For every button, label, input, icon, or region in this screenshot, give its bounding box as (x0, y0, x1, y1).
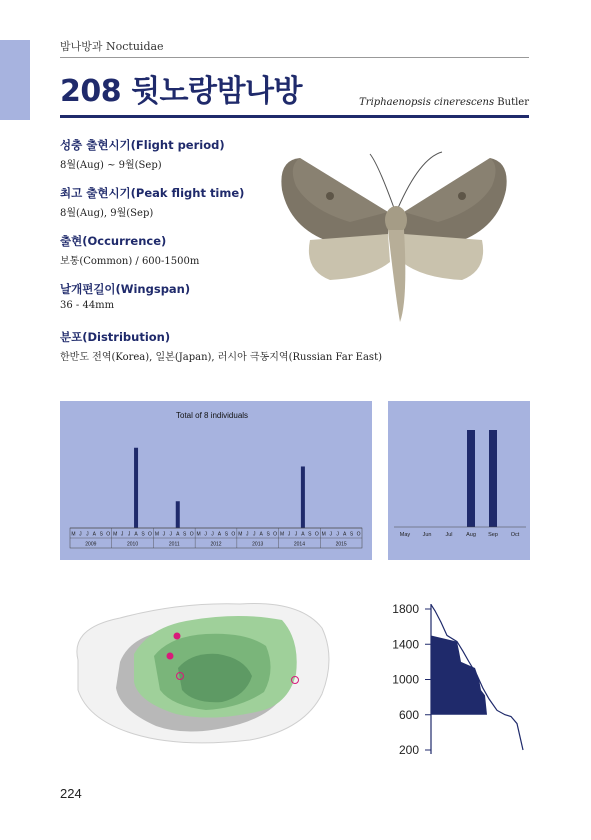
month-tick-label: O (189, 531, 194, 538)
month-tick-label: M (279, 531, 285, 538)
month-tick-label: A (134, 531, 138, 538)
header-rule (60, 57, 529, 58)
month-tick-label: Oct (510, 532, 520, 538)
year-tick-label: 2011 (168, 541, 180, 548)
chart-title: Total of 8 individuals (176, 411, 249, 420)
month-tick-label: M (196, 531, 201, 538)
year-tick-label: 2014 (293, 541, 305, 548)
scientific-author: Butler (497, 97, 529, 108)
chart-bar (489, 430, 497, 527)
month-tick-label: S (99, 531, 103, 538)
month-tick-label: O (231, 531, 236, 538)
month-tick-label: May (399, 532, 411, 538)
month-tick-label: J (120, 531, 124, 538)
altitude-tick-label: 1800 (392, 602, 419, 616)
month-tick-label: J (329, 531, 332, 538)
month-tick-label: Jul (445, 532, 453, 538)
page-title (60, 66, 302, 110)
month-tick-label: J (79, 531, 82, 538)
month-tick-label: J (162, 531, 166, 538)
map-marker-filled (167, 653, 174, 660)
month-tick-label: S (266, 531, 270, 538)
monthly-chart-panel (388, 401, 530, 560)
month-tick-label: S (308, 531, 312, 538)
month-tick-label: J (287, 531, 291, 538)
info-heading: 최고 출현시기(Peak flight time) (60, 186, 245, 200)
month-tick-label: J (86, 531, 89, 538)
altitude-tick-label: 1400 (392, 637, 419, 652)
scientific-binomial: Triphaenopsis cinerescens (359, 97, 495, 108)
page-number: 224 (60, 786, 82, 801)
month-tick-label: A (176, 531, 180, 538)
month-tick-label: A (259, 531, 263, 538)
moth-specimen-image (270, 150, 510, 330)
year-tick-label: 2015 (335, 541, 347, 548)
info-value: 36 - 44mm (60, 300, 115, 311)
month-tick-label: O (273, 531, 278, 538)
month-tick-label: M (321, 531, 326, 538)
info-value: 한반도 전역(Korea), 일본(Japan), 러시아 극동지역(Russian Far East) (60, 352, 382, 363)
chapter-tab (0, 40, 30, 120)
distribution-map (60, 598, 335, 746)
family-korean: 밤나방과 (60, 40, 103, 53)
month-tick-label: J (336, 531, 339, 538)
scientific-name (359, 97, 529, 108)
month-tick-label: S (349, 531, 354, 538)
altitude-tick-label: 600 (398, 707, 419, 722)
year-tick-label: 2010 (127, 541, 139, 548)
month-tick-label: O (356, 531, 361, 538)
species-korean-name: 뒷노랑밤나방 (131, 74, 302, 109)
month-tick-label: J (252, 531, 256, 538)
month-tick-label: M (238, 531, 243, 538)
month-tick-label: J (127, 531, 131, 538)
yearly-chart-panel (60, 401, 372, 560)
yearly-chart (60, 401, 372, 560)
month-tick-label: S (224, 531, 229, 538)
chart-bar (301, 466, 305, 528)
month-tick-label: J (169, 531, 173, 538)
year-tick-label: 2012 (210, 541, 222, 548)
month-tick-label: O (314, 531, 319, 538)
month-tick-label: A (301, 531, 305, 538)
info-value: 8월(Aug) ~ 9월(Sep) (60, 160, 162, 171)
info-value: 8월(Aug), 9월(Sep) (60, 208, 154, 219)
chart-bar (134, 448, 138, 528)
month-tick-label: Sep (488, 532, 498, 538)
chart-bar (176, 501, 180, 528)
title-rule (60, 115, 529, 118)
info-heading: 분포(Distribution) (60, 330, 171, 344)
map-marker-filled (174, 633, 181, 640)
month-tick-label: Jun (422, 532, 432, 538)
month-tick-label: M (154, 531, 159, 538)
info-heading: 날개편길이(Wingspan) (60, 282, 191, 296)
altitude-tick-label: 200 (398, 743, 419, 757)
info-value: 보통(Common) / 600-1500m (60, 256, 200, 267)
info-heading: 성충 출현시기(Flight period) (60, 138, 225, 152)
info-distribution (60, 329, 480, 363)
monthly-chart (388, 401, 530, 560)
month-tick-label: O (148, 531, 152, 538)
month-tick-label: A (92, 531, 97, 538)
month-tick-label: A (342, 531, 347, 538)
month-tick-label: M (113, 531, 118, 538)
family-latin: Noctuidae (106, 40, 164, 53)
year-tick-label: 2009 (85, 541, 97, 548)
month-tick-label: J (211, 531, 214, 538)
month-tick-label: J (246, 531, 249, 538)
altitude-tick-label: 1000 (392, 672, 419, 687)
year-tick-label: 2013 (252, 541, 264, 548)
info-heading: 출현(Occurrence) (60, 234, 167, 248)
month-tick-label: M (71, 531, 76, 538)
month-tick-label: Aug (466, 532, 476, 538)
month-tick-label: A (217, 531, 222, 538)
species-number: 208 (60, 74, 122, 109)
month-tick-label: S (183, 531, 187, 538)
chart-bar (467, 430, 475, 527)
month-tick-label: J (294, 531, 298, 538)
month-tick-label: S (141, 531, 145, 538)
altitude-chart (385, 598, 530, 758)
month-tick-label: O (106, 531, 111, 538)
month-tick-label: J (204, 531, 207, 538)
family-label (60, 38, 164, 54)
